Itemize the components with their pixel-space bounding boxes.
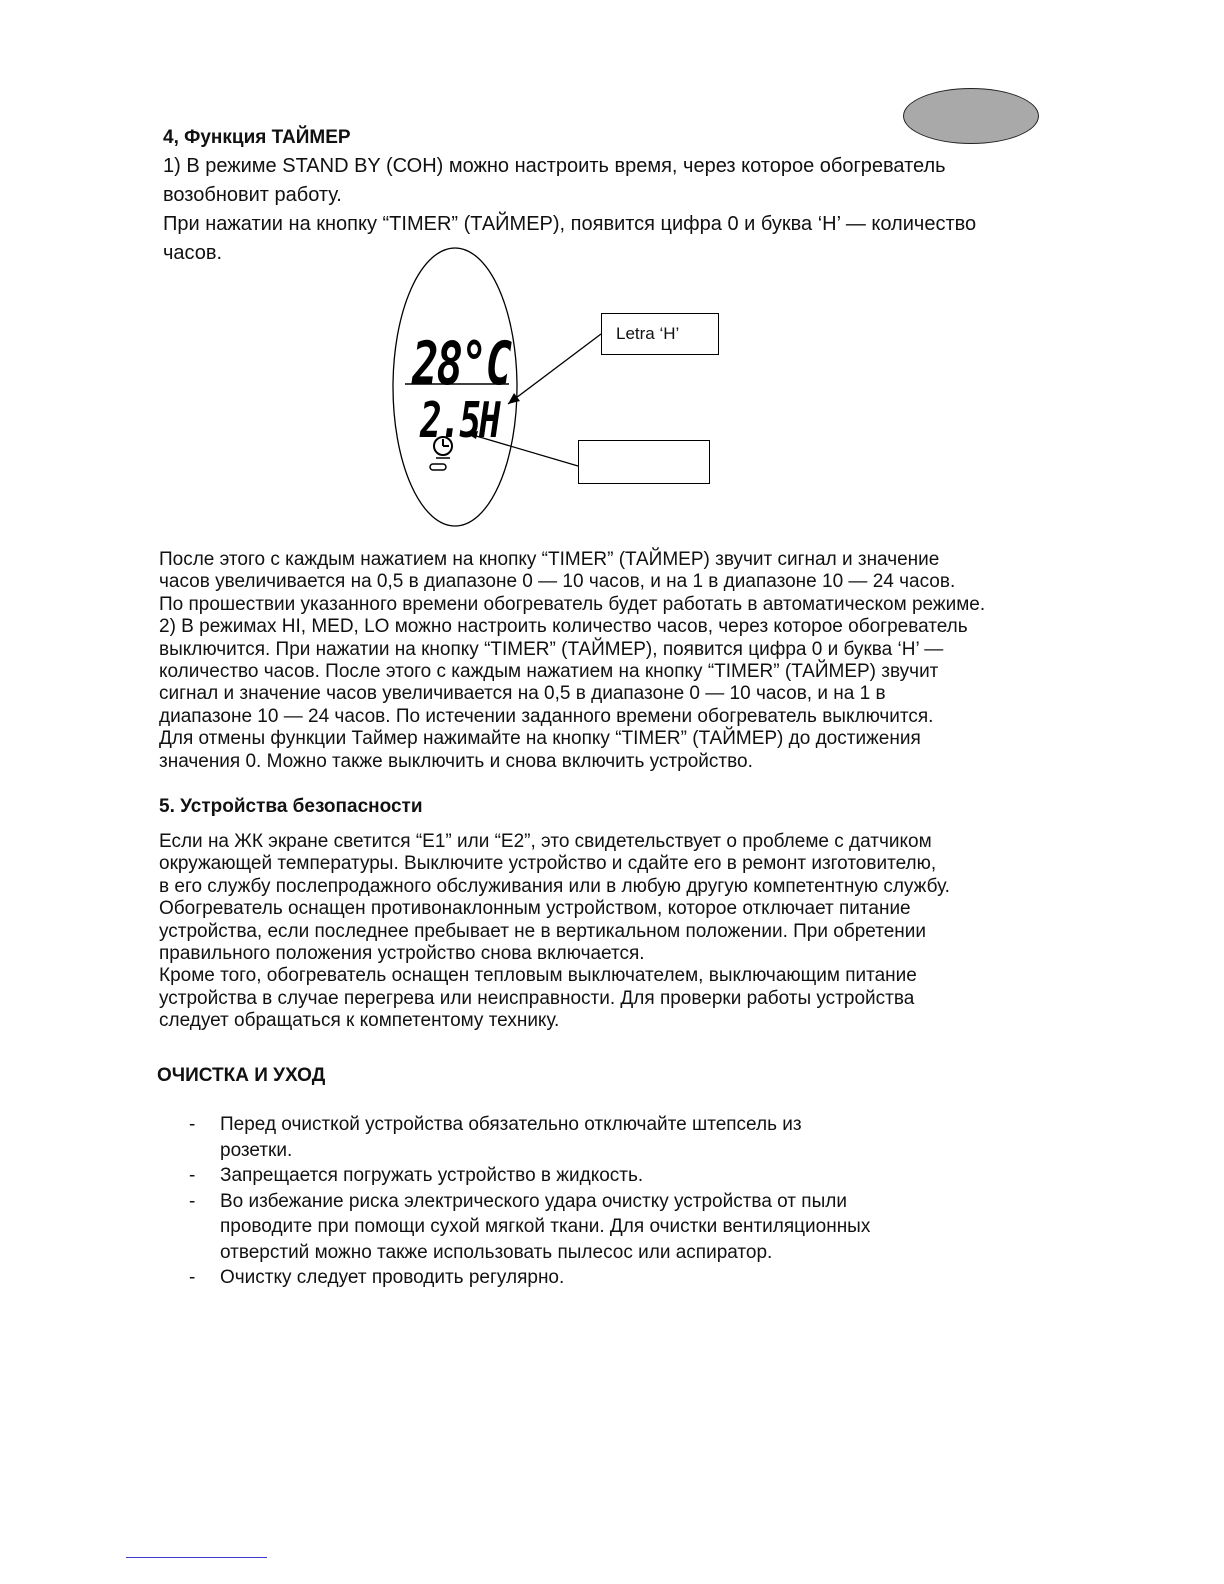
text-line: количество часов. После этого с каждым нажатием на кнопку “TIMER” (ТАЙМЕР) звучит — [159, 661, 939, 683]
list-item — [157, 1163, 1057, 1189]
list-item — [157, 1265, 1057, 1291]
text-line: 1) В режиме STAND BY (СОН) можно настроить время, через которое обогреватель — [163, 155, 946, 177]
section-5-heading: 5. Устройства безопасности — [159, 796, 423, 817]
list-dash: - — [189, 1114, 196, 1135]
text-line: Кроме того, обогреватель оснащен тепловым выключателем, выключающим питание — [159, 965, 917, 987]
text-line: сигнал и значение часов увеличивается на 0,5 в диапазоне 0 — 10 часов, и на 1 в — [159, 683, 886, 705]
footnote-separator — [126, 1557, 267, 1558]
text-line: следует обращаться к компетентому технику. — [159, 1010, 560, 1032]
section-5-body — [159, 831, 950, 1033]
text-line: Во избежание риска электрического удара очистку устройства от пыли — [220, 1190, 847, 1212]
text-line: отверстий можно также использовать пылесос или аспиратор. — [220, 1241, 773, 1263]
section-4-heading: 4, Функция ТАЙМЕР — [163, 127, 351, 148]
care-heading: ОЧИСТКА И УХОД — [157, 1065, 326, 1086]
text-line: По прошествии указанного времени обогреватель будет работать в автоматическом режиме. — [159, 593, 986, 615]
lcd-temperature-readout: 28°C — [412, 330, 510, 399]
text-line: 2) В режимах HI, MED, LO можно настроить количество часов, через которое обогреватель — [159, 616, 968, 638]
text-line: часов увеличивается на 0,5 в диапазоне 0 — 10 часов, и на 1 в диапазоне 10 — 24 часов. — [159, 571, 956, 593]
text-line: диапазоне 10 — 24 часов. По истечении заданного времени обогреватель выключится. — [159, 705, 934, 727]
callout-arrow-letter — [508, 334, 601, 404]
list-dash: - — [189, 1190, 196, 1212]
text-line: устройства, если последнее пребывает не в вертикальном положении. При обретении — [159, 920, 926, 942]
text-line: часов. — [163, 242, 223, 264]
care-list — [157, 1112, 1057, 1291]
text-line: Для отмены функции Таймер нажимайте на кнопку “TIMER” (ТАЙМЕР) до достижения — [159, 728, 921, 750]
lcd-display-figure — [390, 246, 730, 542]
callout-letter-h: Letra ‘H’ — [601, 313, 719, 355]
text-line: При нажатии на кнопку “TIMER” (ТАЙМЕР), появится цифра 0 и буква ‘H’ — количество — [163, 213, 977, 235]
lcd-indicator-segment — [430, 464, 446, 470]
text-line: возобновит работу. — [163, 184, 342, 206]
callout-clock-empty — [578, 440, 710, 484]
list-dash: - — [189, 1267, 196, 1288]
text-line: Обогреватель оснащен противонаклонным устройством, которое отключает питание — [159, 898, 911, 920]
list-item — [157, 1112, 1057, 1163]
page-tab-marker — [903, 88, 1039, 144]
care-list-wrapper — [157, 1112, 1057, 1291]
list-item — [157, 1189, 1057, 1266]
text-line: Если на ЖК экране светится “E1” или “E2”, это свидетельствует о проблеме с датчиком — [159, 831, 932, 852]
section-4-details — [159, 549, 985, 773]
lcd-timer-readout: 2.5H — [420, 394, 499, 450]
list-dash: - — [189, 1165, 196, 1186]
text-line: После этого с каждым нажатием на кнопку “TIMER” (ТАЙМЕР) звучит сигнал и значение — [159, 549, 940, 570]
text-line: значения 0. Можно также выключить и снова включить устройство. — [159, 750, 753, 772]
text-line: Очистку следует проводить регулярно. — [220, 1267, 565, 1288]
text-line: устройства в случае перегрева или неисправности. Для проверки работы устройства — [159, 987, 915, 1009]
text-line: Перед очисткой устройства обязательно отключайте штепсель из — [220, 1114, 802, 1135]
text-line: розетки. — [220, 1139, 293, 1161]
text-line: выключится. При нажатии на кнопку “TIMER” (ТАЙМЕР), появится цифра 0 и буква ‘H’ — — [159, 638, 944, 660]
text-line: Запрещается погружать устройство в жидкость. — [220, 1165, 644, 1186]
text-line: окружающей температуры. Выключите устройство и сдайте его в ремонт изготовителю, — [159, 853, 937, 875]
text-line: в его службу послепродажного обслуживания или в любую другую компетентную службу. — [159, 875, 950, 897]
text-line: проводите при помощи сухой мягкой ткани. Для очистки вентиляционных — [220, 1216, 871, 1237]
text-line: правильного положения устройство снова включается. — [159, 943, 645, 965]
